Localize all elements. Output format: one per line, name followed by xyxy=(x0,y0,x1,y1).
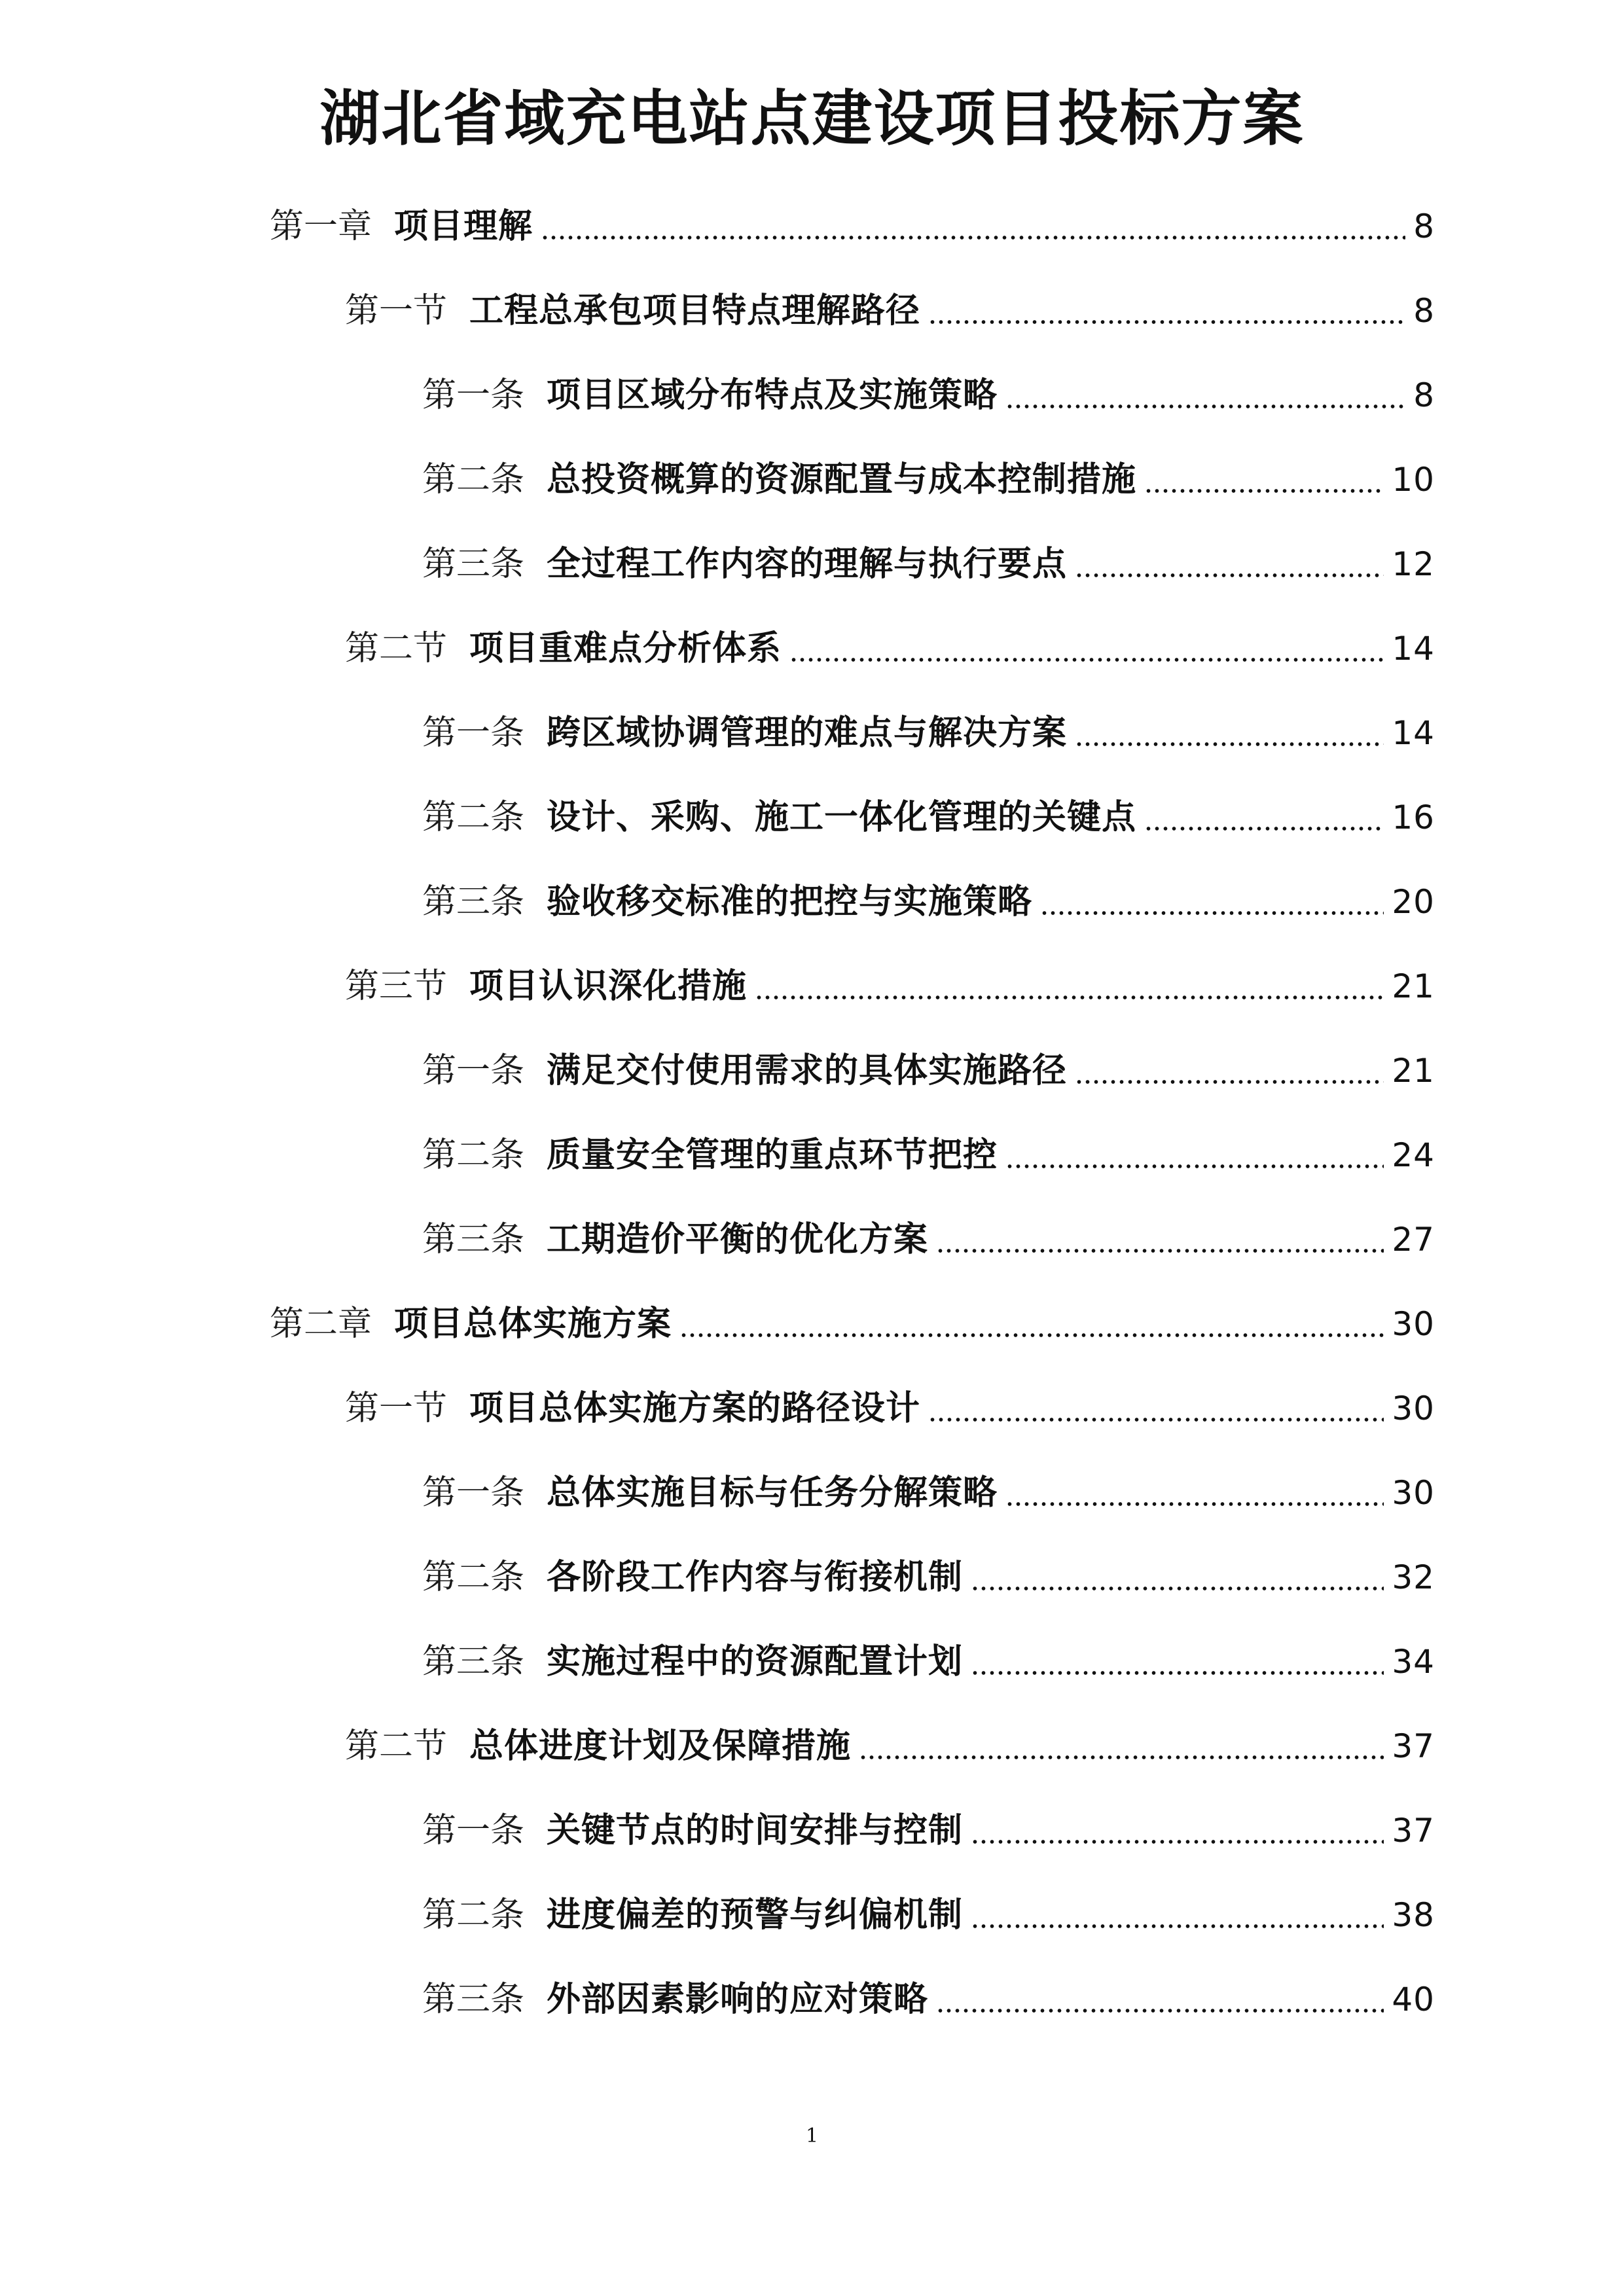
dot-leader xyxy=(755,993,1384,1002)
toc-entry-text: 项目区域分布特点及实施策略 xyxy=(547,376,998,415)
page-number: 1 xyxy=(805,2125,819,2147)
toc-entry-section[interactable] xyxy=(345,1720,1435,1772)
dot-leader xyxy=(859,1753,1384,1762)
toc-entry-article[interactable] xyxy=(422,1889,1435,1941)
toc-entry-text: 项目理解 xyxy=(394,207,533,246)
toc-entry-article[interactable] xyxy=(422,1467,1435,1519)
dot-leader xyxy=(971,1837,1384,1846)
toc-entry-text: 关键节点的时间安排与控制 xyxy=(547,1811,964,1850)
toc-entry-page: 16 xyxy=(1392,798,1435,836)
dot-leader xyxy=(789,655,1384,664)
toc-entry-text: 验收移交标准的把控与实施策略 xyxy=(547,882,1033,922)
toc-entry-article[interactable] xyxy=(422,1045,1435,1097)
dot-leader xyxy=(936,2006,1384,2015)
dot-leader xyxy=(928,1415,1384,1424)
toc-entry-page: 37 xyxy=(1392,1727,1435,1765)
toc-entry-article[interactable] xyxy=(422,538,1435,590)
toc-entry-text: 项目总体实施方案的路径设计 xyxy=(469,1389,921,1428)
toc-entry-article[interactable] xyxy=(422,1636,1435,1688)
toc-entry-text: 总体实施目标与任务分解策略 xyxy=(547,1473,998,1513)
toc-entry-page: 12 xyxy=(1392,545,1435,583)
toc-entry-label: 第三条 xyxy=(422,1220,525,1259)
toc-entry-label: 第一条 xyxy=(422,1473,525,1513)
toc-entry-article[interactable] xyxy=(422,707,1435,759)
toc-entry-label: 第二条 xyxy=(422,1558,525,1597)
toc-entry-page: 27 xyxy=(1392,1221,1435,1259)
toc-entry-label: 第二节 xyxy=(345,1727,448,1766)
toc-entry-label: 第一条 xyxy=(422,1811,525,1850)
dot-leader xyxy=(1005,1162,1384,1171)
toc-entry-article[interactable] xyxy=(422,876,1435,928)
toc-entry-text: 各阶段工作内容与衔接机制 xyxy=(547,1558,964,1597)
toc-entry-text: 进度偏差的预警与纠偏机制 xyxy=(547,1895,964,1935)
toc-entry-text: 全过程工作内容的理解与执行要点 xyxy=(547,545,1068,584)
toc-entry-text: 项目认识深化措施 xyxy=(469,967,748,1006)
dot-leader xyxy=(1144,824,1384,833)
toc-entry-label: 第二条 xyxy=(422,460,525,499)
toc-entry-page: 34 xyxy=(1392,1643,1435,1681)
toc-entry-page: 32 xyxy=(1392,1558,1435,1596)
toc-entry-label: 第三节 xyxy=(345,967,448,1006)
toc-entry-label: 第二条 xyxy=(422,1895,525,1935)
toc-entry-label: 第二节 xyxy=(345,629,448,668)
toc-entry-article[interactable] xyxy=(422,1973,1435,2026)
toc-entry-text: 设计、采购、施工一体化管理的关键点 xyxy=(547,798,1137,837)
toc-entry-article[interactable] xyxy=(422,1804,1435,1857)
toc-entry-label: 第三条 xyxy=(422,882,525,922)
dot-leader xyxy=(936,1246,1384,1255)
dot-leader xyxy=(679,1331,1384,1340)
dot-leader xyxy=(541,233,1405,242)
toc-entry-section[interactable] xyxy=(345,1382,1435,1435)
toc-entry-section[interactable] xyxy=(345,622,1435,675)
toc-entry-section[interactable] xyxy=(345,960,1435,1013)
toc-entry-article[interactable] xyxy=(422,1129,1435,1181)
toc-entry-page: 21 xyxy=(1392,967,1435,1005)
toc-entry-label: 第一章 xyxy=(270,207,372,246)
document-title: 湖北省域充电站点建设项目投标方案 xyxy=(319,84,1305,154)
toc-entry-article[interactable] xyxy=(422,369,1435,422)
toc-entry-page: 8 xyxy=(1413,292,1435,330)
toc-entry-text: 外部因素影响的应对策略 xyxy=(547,1980,929,2019)
toc-entry-label: 第一条 xyxy=(422,376,525,415)
toc-entry-label: 第三条 xyxy=(422,1980,525,2019)
toc-entry-text: 总体进度计划及保障措施 xyxy=(469,1727,852,1766)
toc-entry-page: 30 xyxy=(1392,1474,1435,1512)
toc-entry-text: 实施过程中的资源配置计划 xyxy=(547,1642,964,1681)
dot-leader xyxy=(928,317,1405,327)
toc-entry-label: 第一节 xyxy=(345,1389,448,1428)
toc-entry-text: 项目总体实施方案 xyxy=(394,1304,672,1344)
toc-entry-chapter[interactable] xyxy=(270,200,1435,253)
toc-entry-page: 8 xyxy=(1413,376,1435,414)
toc-entry-label: 第二条 xyxy=(422,798,525,837)
toc-entry-label: 第一节 xyxy=(345,291,448,331)
dot-leader xyxy=(1005,1499,1384,1509)
toc-entry-text: 总投资概算的资源配置与成本控制措施 xyxy=(547,460,1137,499)
dot-leader xyxy=(971,1584,1384,1593)
toc-entry-article[interactable] xyxy=(422,454,1435,506)
toc-entry-page: 21 xyxy=(1392,1052,1435,1090)
toc-entry-chapter[interactable] xyxy=(270,1298,1435,1350)
toc-entry-article[interactable] xyxy=(422,1213,1435,1266)
dot-leader xyxy=(1075,571,1384,580)
toc-entry-page: 14 xyxy=(1392,630,1435,668)
dot-leader xyxy=(971,1922,1384,1931)
dot-leader xyxy=(1005,402,1405,411)
toc-entry-page: 38 xyxy=(1392,1896,1435,1934)
toc-entry-page: 24 xyxy=(1392,1136,1435,1174)
dot-leader xyxy=(1075,1077,1384,1086)
toc-entry-page: 10 xyxy=(1392,461,1435,499)
toc-entry-text: 工程总承包项目特点理解路径 xyxy=(469,291,921,331)
toc-entry-page: 20 xyxy=(1392,883,1435,921)
toc-entry-page: 30 xyxy=(1392,1305,1435,1343)
toc-entry-text: 项目重难点分析体系 xyxy=(469,629,782,668)
toc-entry-article[interactable] xyxy=(422,1551,1435,1604)
toc-entry-label: 第三条 xyxy=(422,1642,525,1681)
toc-entry-text: 工期造价平衡的优化方案 xyxy=(547,1220,929,1259)
toc-entry-page: 30 xyxy=(1392,1390,1435,1427)
toc-entry-page: 8 xyxy=(1413,207,1435,245)
dot-leader xyxy=(971,1668,1384,1677)
toc-entry-text: 满足交付使用需求的具体实施路径 xyxy=(547,1051,1068,1090)
toc-entry-text: 质量安全管理的重点环节把控 xyxy=(547,1136,998,1175)
dot-leader xyxy=(1144,486,1384,495)
toc-entry-label: 第一条 xyxy=(422,713,525,753)
toc-entry-page: 37 xyxy=(1392,1812,1435,1850)
toc-entry-label: 第一条 xyxy=(422,1051,525,1090)
toc-entry-section[interactable] xyxy=(345,285,1435,337)
toc-entry-label: 第三条 xyxy=(422,545,525,584)
toc-entry-text: 跨区域协调管理的难点与解决方案 xyxy=(547,713,1068,753)
toc-entry-label: 第二条 xyxy=(422,1136,525,1175)
toc-entry-article[interactable] xyxy=(422,791,1435,844)
dot-leader xyxy=(1075,740,1384,749)
dot-leader xyxy=(1040,908,1384,918)
toc-entry-page: 40 xyxy=(1392,1981,1435,2018)
toc-entry-label: 第二章 xyxy=(270,1304,372,1344)
toc-entry-page: 14 xyxy=(1392,714,1435,752)
